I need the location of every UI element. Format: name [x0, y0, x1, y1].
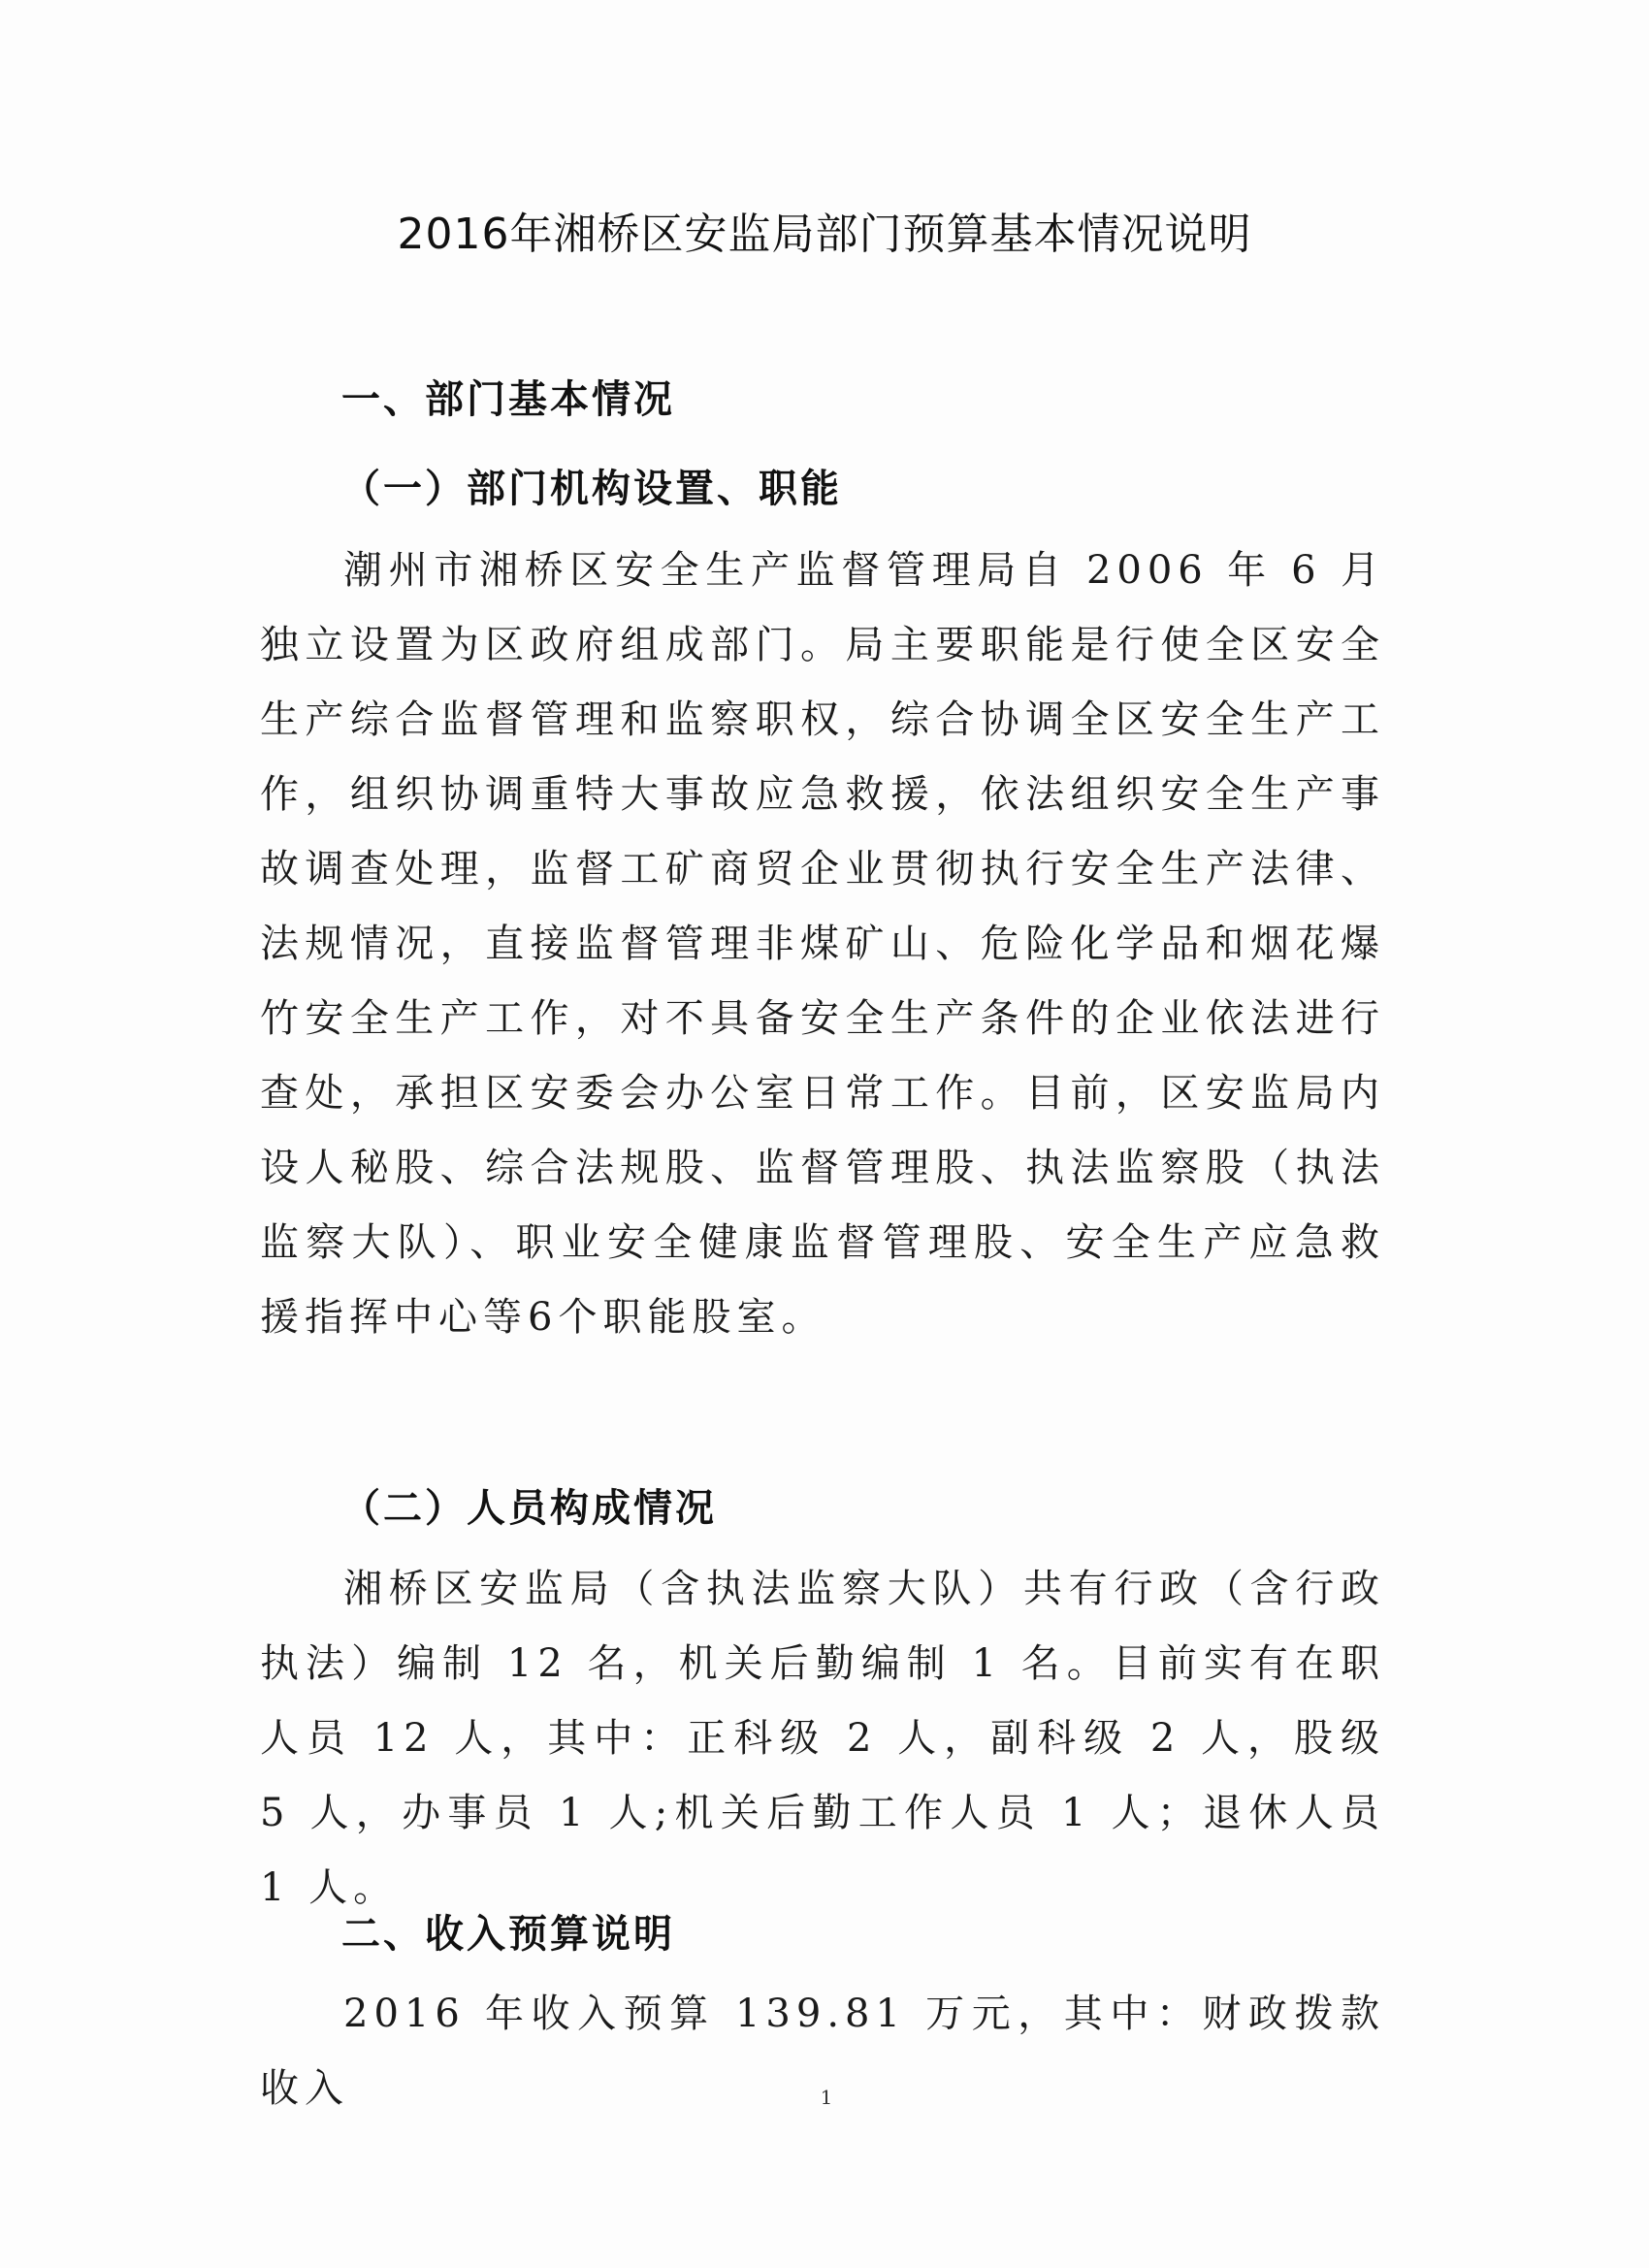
- paragraph-staff-composition: 湘桥区安监局（含执法监察大队）共有行政（含行政执法）编制 12 名，机关后勤编制 1 名。目前实有在职人员 12 人，其中：正科级 2 人，副科级 2 人，股级 5 人，办事员 1 人;机关后勤工作人员 1 人；退休人员 1 人。: [260, 1567, 1385, 1910]
- section-heading-1: 一、部门基本情况: [341, 377, 675, 422]
- subsection-heading-2: （二）人员构成情况: [341, 1486, 717, 1531]
- paragraph-income-budget: 2016 年收入预算 139.81 万元，其中：财政拨款收入: [260, 1992, 1385, 2111]
- page-number: 1: [820, 2086, 833, 2109]
- subsection-heading-1: （一）部门机构设置、职能: [341, 467, 842, 511]
- section-heading-2: 二、收入预算说明: [341, 1912, 675, 1957]
- paragraph-organization-functions: 潮州市湘桥区安全生产监督管理局自 2006 年 6 月独立设置为区政府组成部门。局主要职能是行使全区安全生产综合监督管理和监察职权，综合协调全区安全生产工作，组织协调重特大事故应急救援，依法组织安全生产事故调查处理，监督工矿商贸企业贯彻执行安全生产法律、法规情况，直接监督管理非煤矿山、危险化学品和烟花爆竹安全生产工作，对不具备安全生产条件的企业依法进行查处，承担区安委会办公室日常工作。目前，区安监局内设人秘股、综合法规股、监督管理股、执法监察股（执法监察大队）、职业安全健康监督管理股、安全生产应急救援指挥中心等6个职能股室。: [260, 548, 1385, 1340]
- document-title: 2016年湘桥区安监局部门预算基本情况说明: [397, 210, 1252, 259]
